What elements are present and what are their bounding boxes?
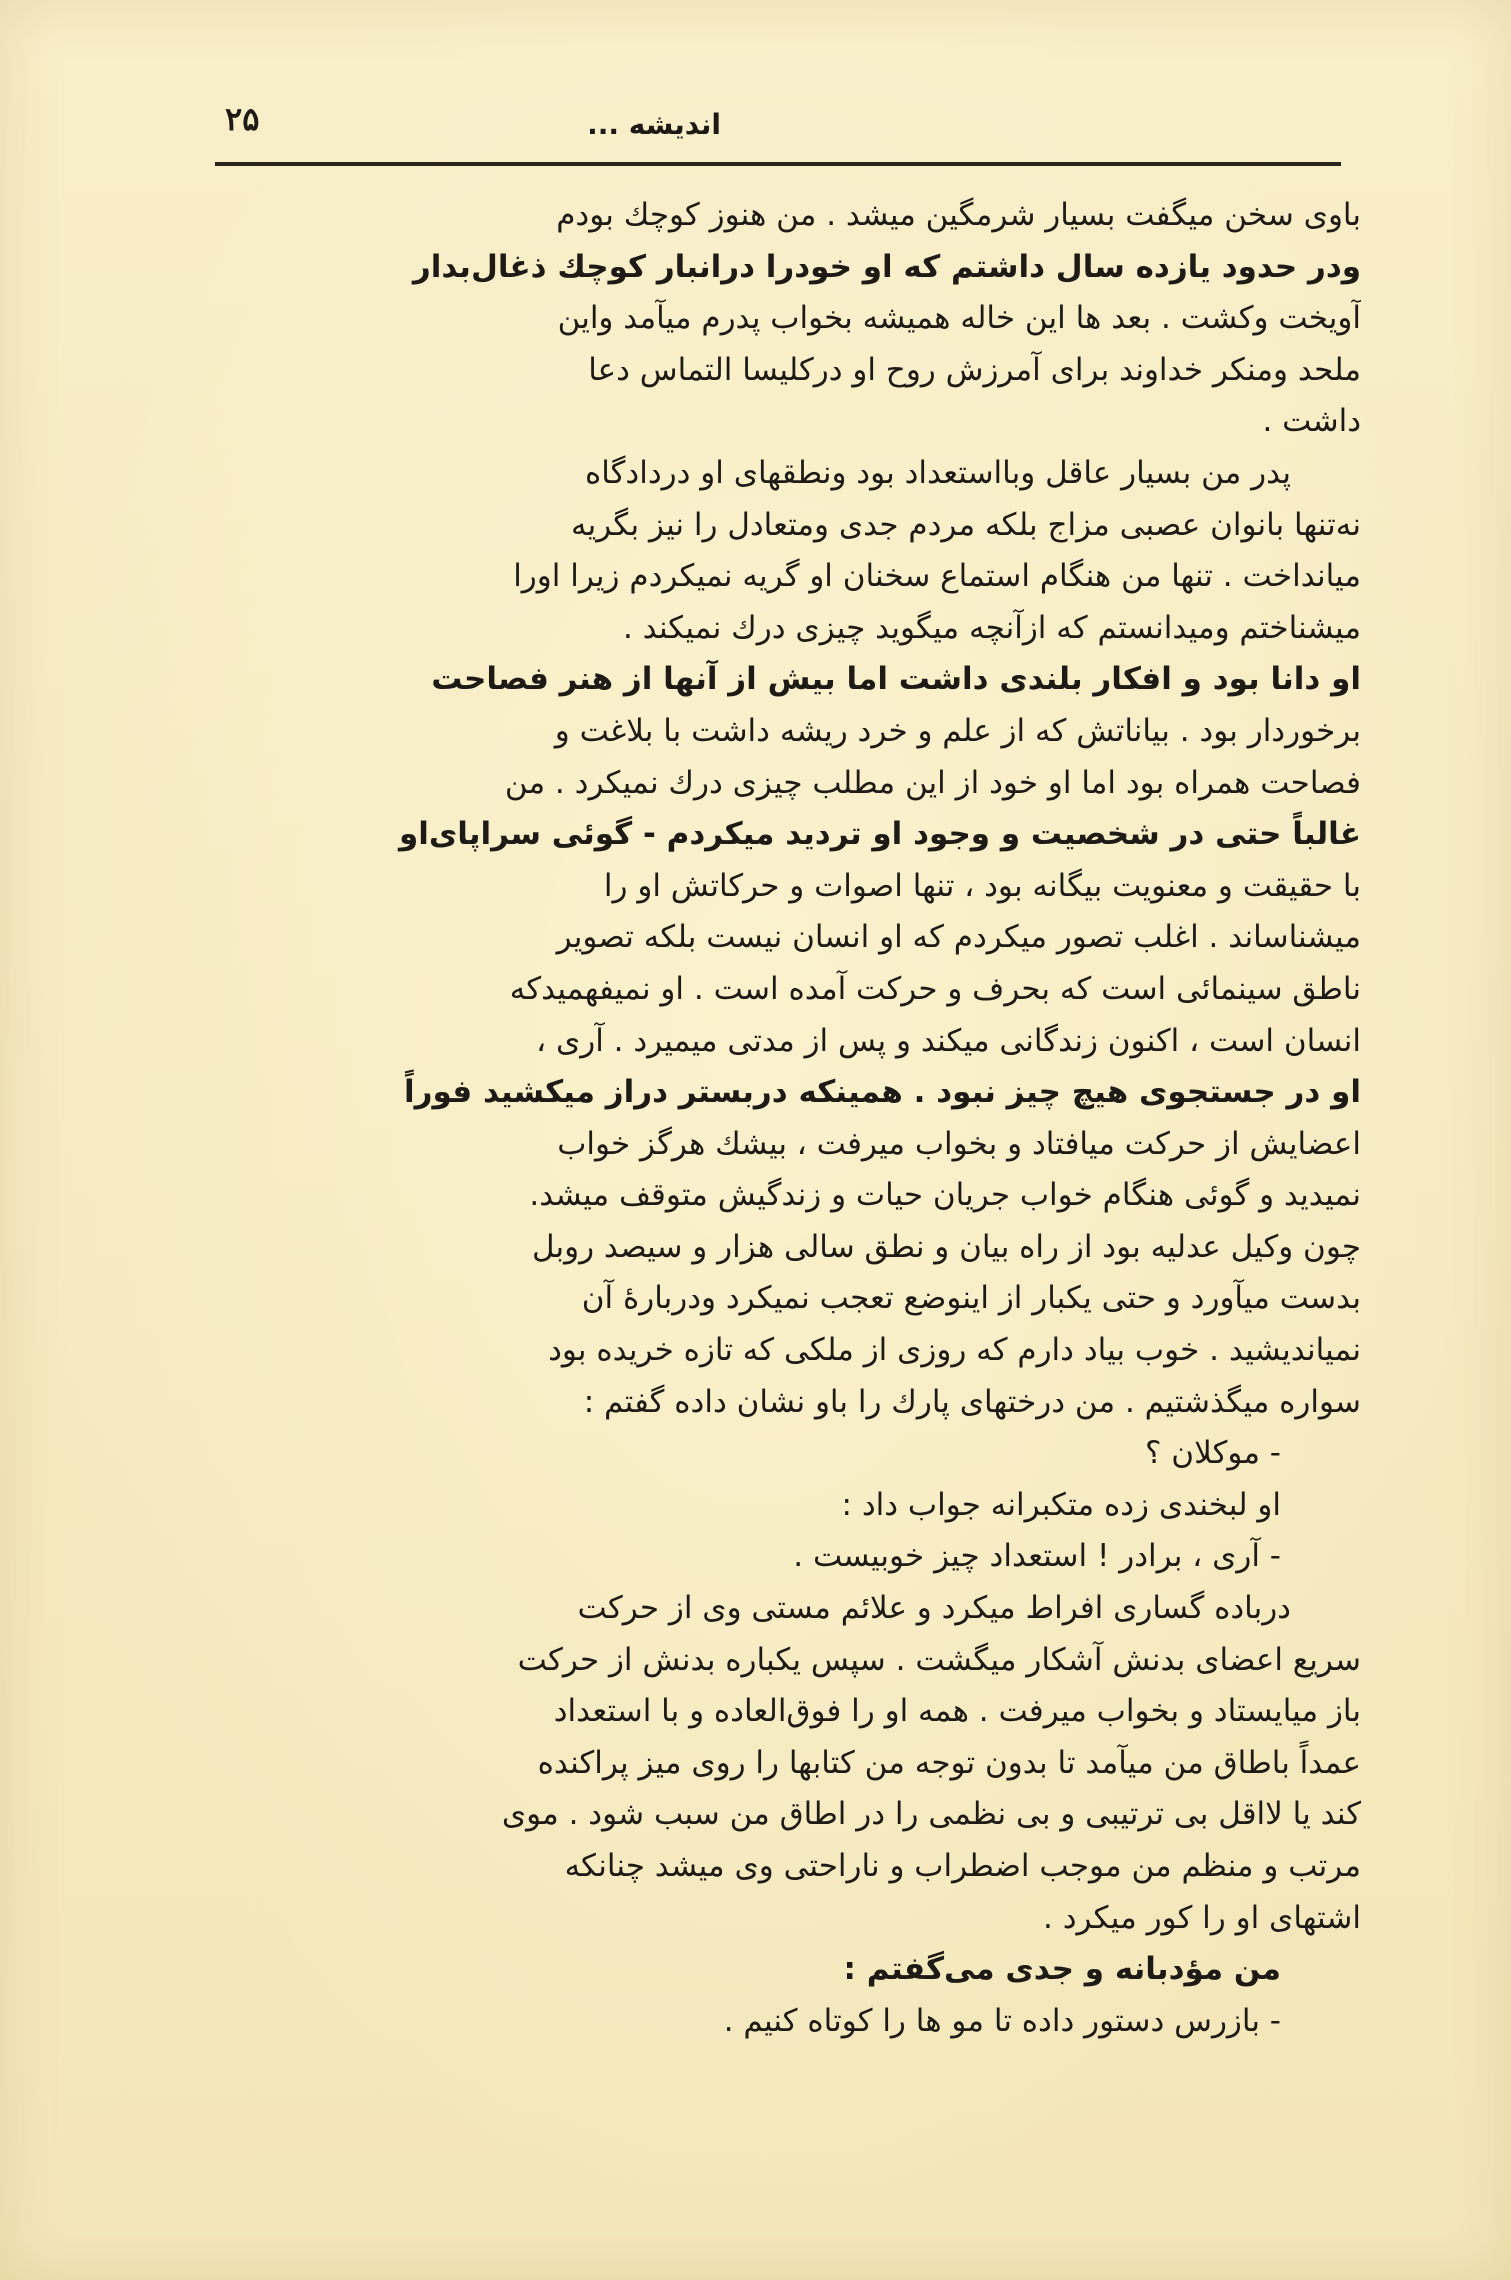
text-line: نمیدید و گوئی هنگام خواب جریان حیات و زندگیش متوقف میشد. — [529, 1177, 1361, 1214]
text-line: برخوردار بود . بیاناتش که از علم و خرد ریشه داشت با بلاغت و — [554, 712, 1361, 749]
dialog-line: - بازرس دستور داده تا مو ها را کوتاه کنیم . — [723, 2002, 1281, 2039]
text-line: فصاحت همراه بود اما او خود از این مطلب چیزی درك نمیکرد . من — [504, 764, 1361, 801]
text-line: کند یا لااقل بی ترتیبی و بی نظمی را در اطاق من سبب شود . موی — [501, 1796, 1361, 1833]
header-rule — [215, 162, 1341, 166]
text-line: غالباً حتی در شخصیت و وجود او تردید میکردم - گوئی سراپای‌او — [398, 816, 1361, 853]
paragraph-2 — [160, 448, 1361, 654]
text-line: با حقیقت و معنویت بیگانه بود ، تنها اصوات و حرکاتش او را — [603, 867, 1361, 904]
body-text — [160, 190, 1361, 2047]
text-line: داشت . — [1262, 403, 1361, 440]
paragraph-1 — [160, 190, 1361, 448]
dialog-line: من مؤدبانه و جدی می‌گفتم : — [843, 1951, 1281, 1988]
text-line: چون وکیل عدلیه بود از راه بیان و نطق سالی هزار و سیصد روبل — [532, 1228, 1361, 1265]
text-line: اشتهای او را کور میکرد . — [1043, 1899, 1361, 1936]
text-line: میشناختم ومیدانستم که ازآنچه میگوید چیزی درك نمیکند . — [622, 609, 1361, 646]
text-line: نمیاندیشید . خوب بیاد دارم که روزی از ملکی که تازه خریده بود — [548, 1332, 1361, 1369]
text-line: پدر من بسیار عاقل وبااستعداد بود ونطقهای او دردادگاه — [584, 454, 1291, 491]
text-line: بدست میآورد و حتی یکبار از اینوضع تعجب نمیکرد ودربارهٔ آن — [581, 1280, 1361, 1317]
text-line: درباده گساری افراط میکرد و علائم مستی وی از حرکت — [577, 1590, 1291, 1627]
text-line: نه‌تنها بانوان عصبی مزاج بلکه مردم جدی ومتعادل را نیز بگریه — [571, 506, 1361, 543]
dialog-block-2 — [160, 1944, 1361, 2047]
text-line: مرتب و منظم من موجب اضطراب و ناراحتی وی میشد چنانکه — [564, 1848, 1361, 1884]
dialog-line: او لبخندی زده متکبرانه جواب داد : — [841, 1486, 1281, 1523]
dialog-line: - موکلان ؟ — [1145, 1435, 1281, 1472]
text-line: ملحد ومنکر خداوند برای آمرزش روح او درکلیسا التماس دعا — [588, 351, 1361, 388]
text-line: عمداً باطاق من میآمد تا بدون توجه من کتابها را روی میز پراکنده — [537, 1744, 1361, 1781]
text-line: میشناساند . اغلب تصور میکردم که او انسان نیست بلکه تصویر — [556, 919, 1361, 956]
text-line: میانداخت . تنها من هنگام استماع سخنان او گریه نمیکردم زیرا اورا — [513, 558, 1361, 595]
text-line: آویخت وکشت . بعد ها این خاله همیشه بخواب پدرم میآمد واین — [557, 300, 1361, 337]
page-number: ۲۵ — [225, 100, 260, 138]
text-line: باوی سخن میگفت بسیار شرمگین میشد . من هنوز کوچك بودم — [556, 197, 1361, 233]
dialog-line: - آری ، برادر ! استعداد چیز خوبیست . — [793, 1538, 1281, 1575]
text-line: او در جستجوی هیچ چیز نبود . همینکه دربستر دراز میکشید فوراً — [404, 1074, 1361, 1111]
text-line: سریع اعضای بدنش آشکار میگشت . سپس یکباره بدنش از حرکت — [517, 1641, 1361, 1678]
paragraph-3 — [160, 654, 1361, 1428]
text-line: سواره میگذشتیم . من درختهای پارك را باو نشان داده گفتم : — [583, 1383, 1361, 1420]
text-line: ودر حدود یازده سال داشتم که او خودرا درانبار کوچك ذغال‌بدار — [412, 248, 1361, 285]
dialog-block-1 — [160, 1428, 1361, 1583]
text-line: باز میایستاد و بخواب میرفت . همه او را فوق‌العاده و با استعداد — [553, 1693, 1361, 1730]
text-line: ناطق سینمائی است که بحرف و حرکت آمده است . او نمیفهمیدکه — [509, 970, 1361, 1007]
text-line: او دانا بود و افکار بلندی داشت اما بیش از آنها از هنر فصاحت — [431, 661, 1361, 698]
paragraph-4 — [160, 1583, 1361, 1944]
text-line: انسان است ، اکنون زندگانی میکند و پس از مدتی میمیرد . آری ، — [536, 1022, 1361, 1059]
running-title: اندیشه ... — [587, 108, 721, 141]
page-header — [215, 100, 1336, 160]
text-line: اعضایش از حرکت میافتاد و بخواب میرفت ، بیشك هرگز خواب — [557, 1125, 1361, 1162]
